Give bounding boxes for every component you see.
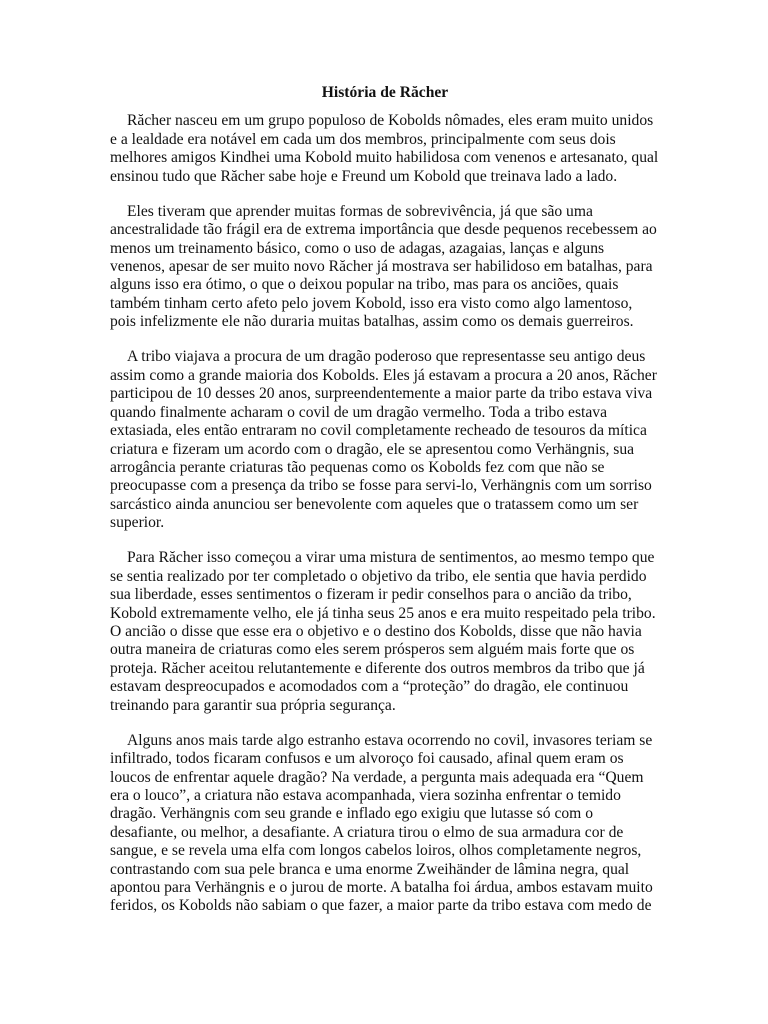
paragraph-3: A tribo viajava a procura de um dragão poderoso que representasse seu antigo deus assim como a grande maioria dos Kobolds. Eles já estavam a procura a 20 anos, Răcher participou de 10 desses 20 anos, surpreendentemente a maior parte da tribo estava viva quando finalmente acharam o covil de um dragão vermelho. Toda a tribo estava extasiada, eles então entraram no covil completamente recheado de tesouros da mítica criatura e fizeram um acordo com o dragão, ele se apresentou como Verhängnis, sua arrogância perante criaturas tão pequenas como os Kobolds fez com que não se preocupasse com a presença da tribo se fosse para servi-lo, Verhängnis com um sorriso sarcástico ainda anunciou ser benevolente com aqueles que o tratassem como um ser superior. bbox=[110, 348, 657, 532]
paragraph-1: Răcher nasceu em um grupo populoso de Kobolds nômades, eles eram muito unidos e a lealdade era notável em cada um dos membros, principalmente com seus dois melhores amigos Kindhei uma Kobold muito habilidosa com venenos e artesanato, qual ensinou tudo que Răcher sabe hoje e Freund um Kobold que treinava lado a lado. bbox=[110, 112, 659, 185]
paragraph-5: Alguns anos mais tarde algo estranho estava ocorrendo no covil, invasores teriam se infiltrado, todos ficaram confusos e um alvoroço foi causado, afinal quem eram os loucos de enfrentar aquele dragão? Na verdade, a pergunta mais adequada era “Quem era o louco”, a criatura não estava acompanhada, viera sozinha enfrentar o temido dragão. Verhängnis com seu grande e inflado ego exigiu que lutasse só com o desafiante, ou melhor, a desafiante. A criatura tirou o elmo de sua armadura cor de sangue, e se revela uma elfa com longos cabelos loiros, olhos completamente negros, contrastando com sua pele branca e uma enorme Zweihänder de lâmina negra, qual apontou para Verhängnis e o jurou de morte. A batalha foi árdua, ambos estavam muito feridos, os Kobolds não sabiam o que fazer, a maior parte da tribo estava com medo de bbox=[110, 731, 653, 915]
paragraph-4: Para Răcher isso começou a virar uma mistura de sentimentos, ao mesmo tempo que se sentia realizado por ter completado o objetivo da tribo, ele sentia que havia perdido sua liberdade, esses sentimentos o fizeram ir pedir conselhos para o ancião da tribo, Kobold extremamente velho, ele já tinha seus 25 anos e era muito respeitado pela tribo. O ancião o disse que esse era o objetivo e o destino dos Kobolds, disse que não havia outra maneira de criaturas como eles serem prósperos sem alguém mais forte que os proteja. Răcher aceitou relutantemente e diferente dos outros membros da tribo que já estavam despreocupados e acomodados com a “proteção” do dragão, ele continuou treinando para garantir sua própria segurança. bbox=[110, 549, 656, 714]
paragraph-2: Eles tiveram que aprender muitas formas de sobrevivência, já que são uma ancestralidade tão frágil era de extrema importância que desde pequenos recebessem ao menos um treinamento básico, como o uso de adagas, azagaias, lanças e alguns venenos, apesar de ser muito novo Răcher já mostrava ser habilidoso em batalhas, para alguns isso era ótimo, o que o deixou popular na tribo, mas para os anciões, quais também tinham certo afeto pelo jovem Kobold, isso era visto como algo lamentoso, pois infelizmente ele não duraria muitas batalhas, assim como os demais guerreiros. bbox=[110, 202, 657, 331]
document-title: História de Răcher bbox=[321, 84, 449, 101]
